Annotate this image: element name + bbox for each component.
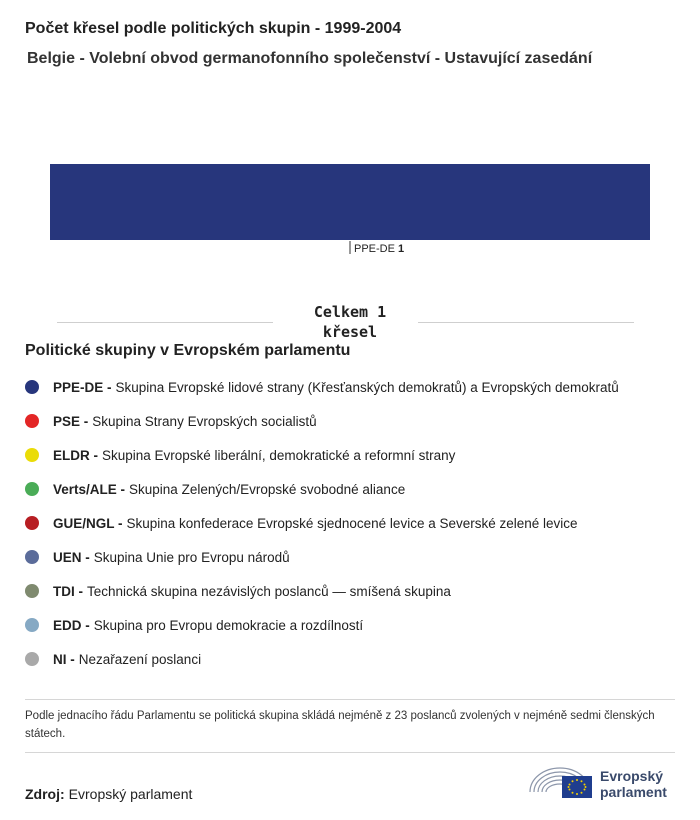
legend-label: Skupina Evropské liberální, demokratické a reformní strany xyxy=(102,447,456,463)
legend-item xyxy=(25,540,619,574)
chart-subtitle: Belgie - Volební obvod germanofonního společenství - Ustavující zasedání xyxy=(27,50,593,67)
legend-abbr: PPE-DE - xyxy=(53,379,112,395)
legend-swatch xyxy=(25,448,39,462)
total-divider-right xyxy=(418,322,634,323)
legend-swatch xyxy=(25,652,39,666)
legend-title: Politické skupiny v Evropském parlamentu xyxy=(25,342,351,359)
legend-label: Skupina Unie pro Evropu národů xyxy=(93,549,290,565)
total-seats-count: Celkem 1 xyxy=(313,303,387,321)
legend-label: Skupina Strany Evropských socialistů xyxy=(92,413,317,429)
legend-swatch xyxy=(25,584,39,598)
legend-abbr: Verts/ALE - xyxy=(53,481,126,497)
source-label: Zdroj: xyxy=(25,786,65,802)
legend-swatch xyxy=(25,482,39,496)
seat-bar-chart xyxy=(0,150,700,260)
data-label xyxy=(354,243,404,255)
legend-abbr: TDI - xyxy=(53,583,83,599)
legend-swatch xyxy=(25,618,39,632)
total-divider-left xyxy=(57,322,273,323)
legend-abbr: GUE/NGL - xyxy=(53,515,123,531)
legend-abbr: EDD - xyxy=(53,617,90,633)
legend-label: Skupina Evropské lidové strany (Křesťanských demokratů) a Evropských demokratů xyxy=(115,379,619,395)
source-value: Evropský parlament xyxy=(68,786,193,802)
data-label-name: PPE-DE xyxy=(354,243,395,255)
legend-label: Nezařazení poslanci xyxy=(78,651,202,667)
legend-label: Skupina Zelených/Evropské svobodné aliance xyxy=(129,481,406,497)
bar-segment-ppe-de xyxy=(50,164,650,240)
footnote: Podle jednacího řádu Parlamentu se politická skupina skládá nejméně z 23 poslanců zvolených v nejméně sedmi členských státech. xyxy=(25,710,655,740)
legend-swatch xyxy=(25,414,39,428)
legend-label: Skupina konfederace Evropské sjednocené levice a Severské zelené levice xyxy=(126,515,578,531)
legend-item xyxy=(25,370,619,404)
legend-item xyxy=(25,506,619,540)
legend-swatch xyxy=(25,516,39,530)
legend-item xyxy=(25,404,619,438)
legend-item xyxy=(25,438,619,472)
legend-item xyxy=(25,472,619,506)
legend-swatch xyxy=(25,550,39,564)
legend-label: Technická skupina nezávislých poslanců — smíšená skupina xyxy=(87,583,451,599)
legend-abbr: UEN - xyxy=(53,549,90,565)
source xyxy=(25,786,192,802)
total-seats-unit: křesel xyxy=(322,323,378,341)
logo-text-line2: parlament xyxy=(600,784,667,800)
legend-item xyxy=(25,574,619,608)
legend-abbr: PSE - xyxy=(53,413,89,429)
legend-abbr: NI - xyxy=(53,651,75,667)
note-divider-top xyxy=(25,699,675,700)
legend-abbr: ELDR - xyxy=(53,447,98,463)
logo-text-line1: Evropský xyxy=(600,768,664,784)
european-parliament-logo-icon xyxy=(528,762,594,802)
chart-title: Počet křesel podle politických skupin - 1999-2004 xyxy=(25,20,402,37)
legend-item xyxy=(25,642,619,676)
total-seats xyxy=(280,302,420,342)
note-divider-bottom xyxy=(25,752,675,753)
data-label-value: 1 xyxy=(397,243,405,255)
legend xyxy=(25,370,619,676)
legend-item xyxy=(25,608,619,642)
logo-text xyxy=(600,768,667,800)
legend-label: Skupina pro Evropu demokracie a rozdílností xyxy=(93,617,364,633)
legend-swatch xyxy=(25,380,39,394)
